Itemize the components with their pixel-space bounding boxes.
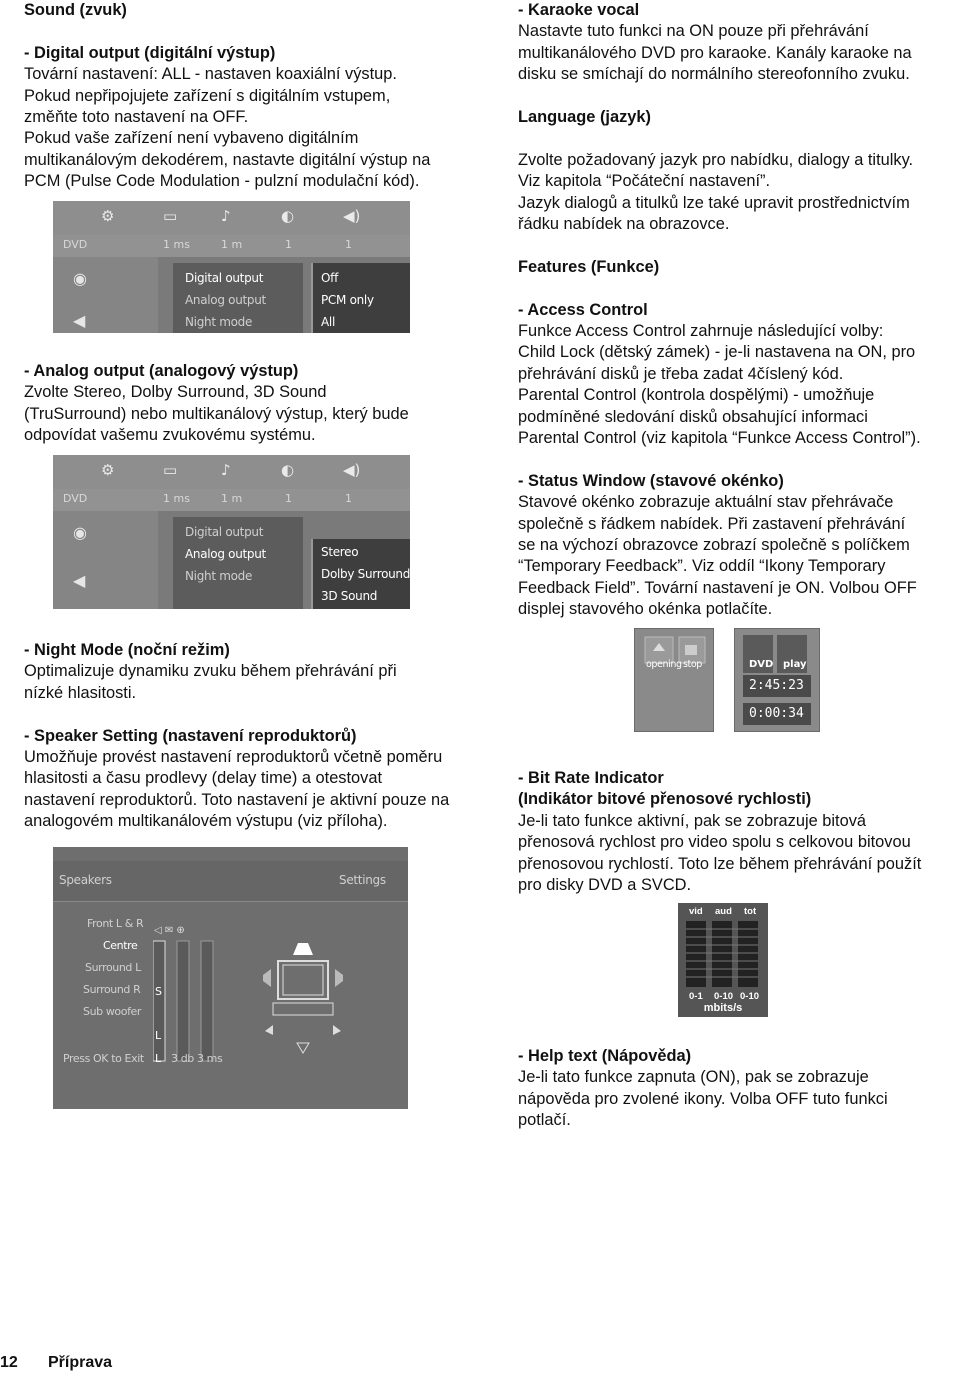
night-line: nízké hlasitosti.	[24, 683, 137, 702]
status-line: displej stavového okénka potlačíte.	[518, 600, 773, 619]
sound-menu-list	[173, 517, 303, 609]
info-value: 1	[285, 492, 292, 505]
access-line: Child Lock (dětský zámek) - je-li nastavena na ON, pro	[518, 343, 916, 362]
section-heading-sound: Sound (zvuk)	[24, 1, 127, 19]
status-label-opening: opening	[646, 659, 682, 670]
digital-line: Pokud vaše zařízení není vybaveno digitálním	[24, 129, 359, 148]
bitrate-label-aud: aud	[715, 906, 732, 917]
bitrate-scale-tot: 0-10	[740, 991, 760, 1002]
info-value: 1 m	[221, 238, 243, 251]
bitrate-line: přenosová rychlost pro video spolu s celkovou bitovou	[518, 833, 911, 852]
menu-item-night-mode[interactable]: Night mode	[185, 315, 253, 329]
picture-icon: ▭	[163, 207, 178, 225]
night-line: Optimalizuje dynamiku zvuku během přehrávání při	[24, 662, 397, 681]
status-line: Feedback Field”. Tovární nastavení je ON. Volbou OFF	[518, 578, 917, 597]
analog-output-menu-screenshot	[53, 455, 410, 609]
disc-info-row	[53, 235, 410, 257]
status-line: se na výchozí obrazovce zobrazí společně s políčkem	[518, 536, 910, 555]
analog-line: (TruSurround) nebo multikanálový výstup, který bude	[24, 404, 409, 423]
analog-output-title: - Analog output (analogový výstup)	[24, 362, 299, 380]
speaker-item[interactable]: Sub woofer	[83, 1005, 142, 1018]
sound-icon: ♪	[221, 461, 231, 479]
side-icons	[53, 511, 158, 609]
status-label-play: play	[783, 659, 807, 670]
info-value: 1 ms	[163, 492, 190, 505]
remaining-time: 0:00:34	[749, 706, 804, 721]
bitrate-indicator-graphic	[678, 903, 768, 1017]
speaker-icon: ◀	[73, 311, 86, 330]
option-dolby-surround[interactable]: Dolby Surround	[321, 567, 410, 581]
language-line: Jazyk dialogů a titulků lze také upravit prostřednictvím	[518, 193, 910, 212]
help-text-title: - Help text (Nápověda)	[518, 1047, 692, 1065]
dvd-label: DVD	[63, 492, 88, 505]
left-column	[24, 0, 474, 193]
option-pcm-only[interactable]: PCM only	[321, 293, 374, 307]
digital-line: Pokud nepřipojujete zařízení s digitálním vstupem,	[24, 86, 391, 105]
info-value: 1	[345, 238, 352, 251]
status-line: společně s řádkem nabídek. Při zastavení přehrávání	[518, 514, 906, 533]
info-value: 1	[345, 492, 352, 505]
sound-icon: ♪	[221, 207, 231, 225]
disc-info-row	[53, 489, 410, 511]
picture-icon: ▭	[163, 461, 178, 479]
bitrate-unit: mbits/s	[703, 1002, 743, 1014]
option-off[interactable]: Off	[321, 271, 338, 285]
analog-line: odpovídat vašemu zvukovému systému.	[24, 426, 316, 445]
status-window-title: - Status Window (stavové okénko)	[518, 471, 784, 490]
bar-letter: S	[155, 985, 162, 998]
help-line: nápověda pro zvolené ikony. Volba OFF tuto funkci	[518, 1089, 888, 1108]
bitrate-line: přenosovou rychlostí. Toto lze během přehrávání použít	[518, 854, 922, 873]
bitrate-bars	[678, 919, 768, 989]
disc-icon: ◉	[73, 523, 87, 542]
level-bars	[153, 923, 223, 1073]
side-icons	[53, 257, 158, 333]
night-mode-title: - Night Mode (noční režim)	[24, 641, 230, 659]
bitrate-scale-vid: 0-1	[689, 991, 703, 1002]
analog-output-options	[311, 539, 410, 609]
option-stereo[interactable]: Stereo	[321, 545, 359, 559]
digital-line: Tovární nastavení: ALL - nastaven koaxiální výstup.	[24, 65, 397, 84]
menu-item-night-mode[interactable]: Night mode	[185, 569, 253, 583]
features-title: Features (Funkce)	[518, 257, 660, 276]
menu-item-digital-output[interactable]: Digital output	[185, 271, 264, 285]
level-values: 3 db 3 ms	[171, 1052, 223, 1065]
settings-icon: ⚙	[101, 207, 115, 225]
karaoke-line: multikanálového DVD pro karaoke. Kanály karaoke na	[518, 43, 912, 62]
access-line: podmíněné sledování disků obsahující informaci	[518, 407, 868, 426]
press-ok-hint: Press OK to Exit	[63, 1052, 144, 1065]
bitrate-scale-aud: 0-10	[714, 991, 734, 1002]
karaoke-title: - Karaoke vocal	[518, 1, 640, 19]
karaoke-line: Nastavte tuto funkci na ON pouze při přehrávání	[518, 22, 869, 41]
help-line: potlačí.	[518, 1111, 571, 1130]
bar-letter: L	[155, 1052, 162, 1065]
status-label-dvd: DVD	[749, 659, 774, 670]
speaker-line: Umožňuje provést nastavení reproduktorů včetně poměru	[24, 748, 443, 767]
bitrate-label-vid: vid	[689, 906, 703, 917]
menu-icon-bar	[53, 201, 410, 235]
bitrate-label-tot: tot	[744, 906, 757, 917]
language-title: Language (jazyk)	[518, 108, 651, 127]
access-line: přehrávání disků je třeba zadat 4číslený kód.	[518, 364, 844, 383]
language-icon: ◐	[281, 207, 295, 225]
option-3d-sound[interactable]: 3D Sound	[321, 589, 378, 603]
speaker-line: analogovém multikanálovém výstupu (viz příloha).	[24, 812, 388, 831]
karaoke-line: disku se smíchají do normálního stereofonního zvuku.	[518, 65, 910, 84]
svg-text:◁ ✉ ⊕: ◁ ✉ ⊕	[154, 925, 185, 936]
status-window-stopped	[634, 628, 714, 732]
dvd-label: DVD	[63, 238, 88, 251]
status-window-playing	[734, 628, 820, 732]
speaker-item[interactable]: Centre	[103, 939, 138, 952]
bitrate-block	[518, 768, 960, 896]
help-text-block	[518, 1046, 960, 1132]
status-line: “Temporary Feedback”. Viz oddíl “Ikony Temporary	[518, 557, 886, 576]
speaker-icon: ◀)	[343, 207, 361, 225]
night-mode-block	[24, 640, 474, 833]
bitrate-title: - Bit Rate Indicator	[518, 769, 664, 787]
menu-item-analog-output[interactable]: Analog output	[185, 293, 266, 307]
settings-label: Settings	[339, 873, 386, 887]
language-line: Zvolte požadovaný jazyk pro nabídku, dialogy a titulky.	[518, 150, 914, 169]
section-name: Příprava	[48, 1354, 113, 1371]
menu-icon-bar	[53, 455, 410, 489]
page-number: 12	[0, 1354, 18, 1371]
digital-line: multikanálovým dekodérem, nastavte digitální výstup na	[24, 150, 431, 169]
speakers-header	[53, 861, 408, 902]
analog-output-block	[24, 361, 474, 447]
digital-output-options	[311, 263, 410, 333]
info-value: 1 m	[221, 492, 243, 505]
access-line: Parental Control (viz kapitola “Funkce Access Control”).	[518, 429, 921, 448]
access-line: Funkce Access Control zahrnuje následující volby:	[518, 322, 884, 341]
access-line: Parental Control (kontrola dospělými) - umožňuje	[518, 386, 875, 405]
bitrate-line: Je-li tato funkce aktivní, pak se zobrazuje bitová	[518, 811, 867, 830]
digital-line: PCM (Pulse Code Modulation - pulzní modulační kód).	[24, 172, 420, 191]
speaker-icon: ◀)	[343, 461, 361, 479]
speaker-item[interactable]: Surround R	[83, 983, 141, 996]
language-line: Viz kapitola “Počáteční nastavení”.	[518, 172, 771, 191]
disc-icon: ◉	[73, 269, 87, 288]
info-value: 1	[285, 238, 292, 251]
speaker-item[interactable]: Front L & R	[87, 917, 144, 930]
sound-menu-list	[173, 263, 303, 333]
option-all[interactable]: All	[321, 315, 335, 329]
settings-icon: ⚙	[101, 461, 115, 479]
speaker-setting-title: - Speaker Setting (nastavení reproduktorů)	[24, 726, 357, 745]
bar-letter: L	[155, 1029, 162, 1042]
bitrate-line: pro disky DVD a SVCD.	[518, 876, 692, 895]
digital-line: změňte toto nastavení na OFF.	[24, 108, 249, 127]
speaker-layout-diagram	[253, 935, 363, 1055]
status-label-stop: stop	[683, 659, 702, 670]
speakers-title: Speakers	[59, 873, 112, 887]
bitrate-subtitle: (Indikátor bitové přenosové rychlosti)	[518, 790, 812, 809]
elapsed-time: 2:45:23	[749, 678, 804, 693]
menu-item-digital-output[interactable]: Digital output	[185, 525, 264, 539]
speaker-line: hlasitosti a času prodlevy (delay time) a otestovat	[24, 769, 383, 788]
digital-output-title: - Digital output (digitální výstup)	[24, 43, 276, 62]
help-line: Je-li tato funkce zapnuta (ON), pak se zobrazuje	[518, 1068, 869, 1087]
language-icon: ◐	[281, 461, 295, 479]
speaker-item[interactable]: Surround L	[85, 961, 141, 974]
speaker-icon: ◀	[73, 571, 86, 590]
right-column	[518, 0, 960, 621]
access-control-title: - Access Control	[518, 300, 648, 319]
info-value: 1 ms	[163, 238, 190, 251]
digital-output-menu-screenshot	[53, 201, 410, 333]
language-line: řádku nabídek na obrazovce.	[518, 215, 730, 234]
status-line: Stavové okénko zobrazuje aktuální stav přehrávače	[518, 493, 894, 512]
speaker-line: nastavení reproduktorů. Toto nastavení je aktivní pouze na	[24, 790, 450, 809]
menu-item-analog-output[interactable]: Analog output	[185, 547, 266, 561]
speakers-settings-screenshot	[53, 847, 408, 1109]
analog-line: Zvolte Stereo, Dolby Surround, 3D Sound	[24, 383, 327, 402]
